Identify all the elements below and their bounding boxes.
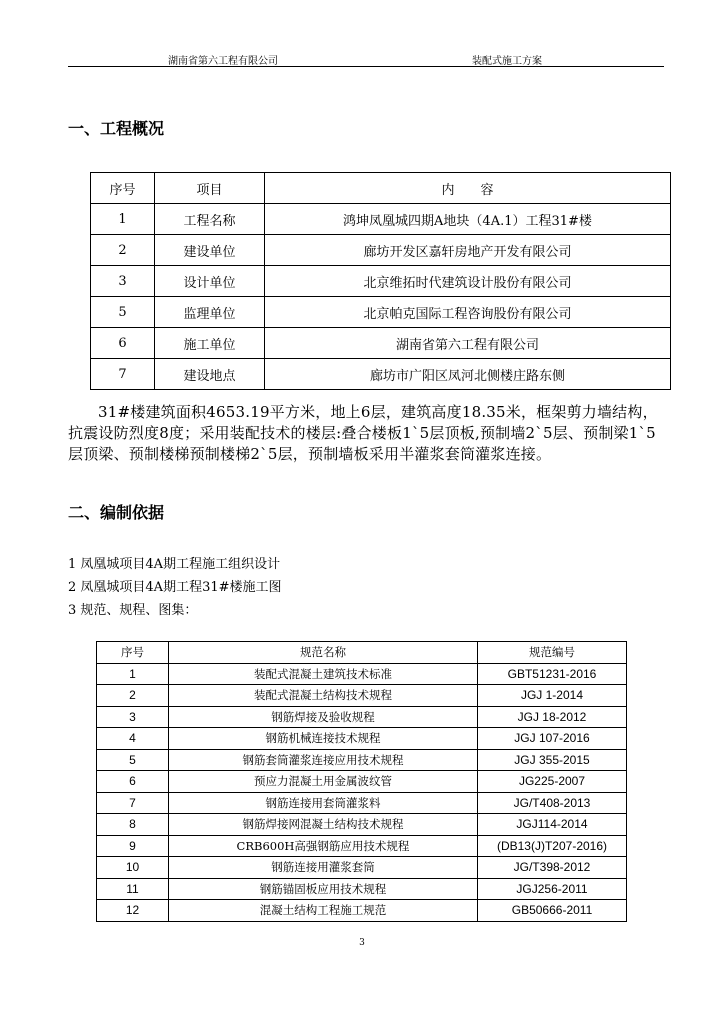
cell-name: 装配式混凝土结构技术规程 xyxy=(169,685,478,707)
standards-table xyxy=(96,641,627,922)
cell-no: 4 xyxy=(97,728,169,750)
cell-code: JGJ114-2014 xyxy=(478,814,627,836)
cell-no: 8 xyxy=(97,814,169,836)
cell-no: 12 xyxy=(97,900,169,922)
cell-code: JGJ 18-2012 xyxy=(478,706,627,728)
cell-no: 5 xyxy=(97,749,169,771)
cell-content: 北京维拓时代建筑设计股份有限公司 xyxy=(265,266,671,297)
table-header-row xyxy=(91,173,671,204)
section2-heading: 二、编制依据 xyxy=(68,503,165,522)
table-row xyxy=(91,235,671,266)
table-row xyxy=(97,792,627,814)
table-header-row xyxy=(97,642,627,664)
table-row xyxy=(91,359,671,390)
cell-name: 钢筋连接用灌浆套筒 xyxy=(169,857,478,879)
cell-no: 11 xyxy=(97,878,169,900)
overview-paragraph: 31#楼建筑面积4653.19平方米，地上6层，建筑高度18.35米，框架剪力墙结构，抗震设防烈度8度；采用装配技术的楼层:叠合楼板1`5层顶板,预制墙2`5层、预制梁1`5层顶梁、预制楼梯预制楼梯2`5层，预制墙板采用半灌浆套筒灌浆连接。 xyxy=(68,403,658,463)
cell-no: 6 xyxy=(97,771,169,793)
col-header-code: 规范编号 xyxy=(478,642,627,664)
table-row xyxy=(97,685,627,707)
basis-item: 2 凤凰城项目4A期工程31#楼施工图 xyxy=(68,580,282,595)
table-row xyxy=(91,204,671,235)
cell-code: JGJ 1-2014 xyxy=(478,685,627,707)
section1-heading: 一、工程概况 xyxy=(68,119,165,138)
cell-code: GB50666-2011 xyxy=(478,900,627,922)
cell-item: 施工单位 xyxy=(155,328,265,359)
table-row xyxy=(91,266,671,297)
cell-no: 6 xyxy=(91,328,155,359)
page-number: 3 xyxy=(359,938,365,948)
basis-item: 1 凤凰城项目4A期工程施工组织设计 xyxy=(68,557,281,572)
cell-item: 建设地点 xyxy=(155,359,265,390)
col-header-no: 序号 xyxy=(91,173,155,204)
col-header-no: 序号 xyxy=(97,642,169,664)
basis-item: 3 规范、规程、图集： xyxy=(68,603,198,618)
table-row xyxy=(97,878,627,900)
cell-name: 钢筋连接用套筒灌浆料 xyxy=(169,792,478,814)
table-row xyxy=(97,749,627,771)
cell-no: 1 xyxy=(97,663,169,685)
cell-no: 2 xyxy=(97,685,169,707)
col-header-content: 内 容 xyxy=(265,173,671,204)
table-row xyxy=(91,328,671,359)
project-overview-table xyxy=(90,172,671,390)
cell-no: 7 xyxy=(91,359,155,390)
cell-code: (DB13(J)T207-2016) xyxy=(478,835,627,857)
header-company: 湖南省第六工程有限公司 xyxy=(168,56,278,67)
cell-item: 建设单位 xyxy=(155,235,265,266)
cell-name: 钢筋锚固板应用技术规程 xyxy=(169,878,478,900)
cell-code: JG/T408-2013 xyxy=(478,792,627,814)
cell-name: 混凝土结构工程施工规范 xyxy=(169,900,478,922)
cell-name: 钢筋机械连接技术规程 xyxy=(169,728,478,750)
table-row xyxy=(97,835,627,857)
table-row xyxy=(97,663,627,685)
table-row xyxy=(97,771,627,793)
cell-no: 3 xyxy=(91,266,155,297)
cell-code: GBT51231-2016 xyxy=(478,663,627,685)
cell-name: CRB600H高强钢筋应用技术规程 xyxy=(169,835,478,857)
cell-name: 钢筋套筒灌浆连接应用技术规程 xyxy=(169,749,478,771)
page-header xyxy=(68,48,664,67)
cell-content: 北京帕克国际工程咨询股份有限公司 xyxy=(265,297,671,328)
cell-no: 2 xyxy=(91,235,155,266)
cell-content: 廊坊开发区嘉轩房地产开发有限公司 xyxy=(265,235,671,266)
col-header-item: 项目 xyxy=(155,173,265,204)
cell-item: 工程名称 xyxy=(155,204,265,235)
cell-code: JG225-2007 xyxy=(478,771,627,793)
table-row xyxy=(97,814,627,836)
cell-no: 7 xyxy=(97,792,169,814)
cell-content: 湖南省第六工程有限公司 xyxy=(265,328,671,359)
cell-content: 鸿坤凤凰城四期A地块（4A.1）工程31#楼 xyxy=(265,204,671,235)
table-row xyxy=(97,900,627,922)
cell-no: 5 xyxy=(91,297,155,328)
table-row xyxy=(97,706,627,728)
cell-no: 9 xyxy=(97,835,169,857)
cell-item: 监理单位 xyxy=(155,297,265,328)
cell-item: 设计单位 xyxy=(155,266,265,297)
table-row xyxy=(97,857,627,879)
cell-no: 1 xyxy=(91,204,155,235)
cell-name: 装配式混凝土建筑技术标准 xyxy=(169,663,478,685)
cell-code: JGJ 107-2016 xyxy=(478,728,627,750)
cell-code: JGJ256-2011 xyxy=(478,878,627,900)
cell-no: 10 xyxy=(97,857,169,879)
cell-content: 廊坊市广阳区凤河北侧楼庄路东侧 xyxy=(265,359,671,390)
header-doc-title: 装配式施工方案 xyxy=(472,56,542,67)
table-row xyxy=(97,728,627,750)
table-row xyxy=(91,297,671,328)
cell-name: 预应力混凝土用金属波纹管 xyxy=(169,771,478,793)
cell-code: JG/T398-2012 xyxy=(478,857,627,879)
col-header-name: 规范名称 xyxy=(169,642,478,664)
cell-name: 钢筋焊接网混凝土结构技术规程 xyxy=(169,814,478,836)
cell-name: 钢筋焊接及验收规程 xyxy=(169,706,478,728)
cell-code: JGJ 355-2015 xyxy=(478,749,627,771)
cell-no: 3 xyxy=(97,706,169,728)
